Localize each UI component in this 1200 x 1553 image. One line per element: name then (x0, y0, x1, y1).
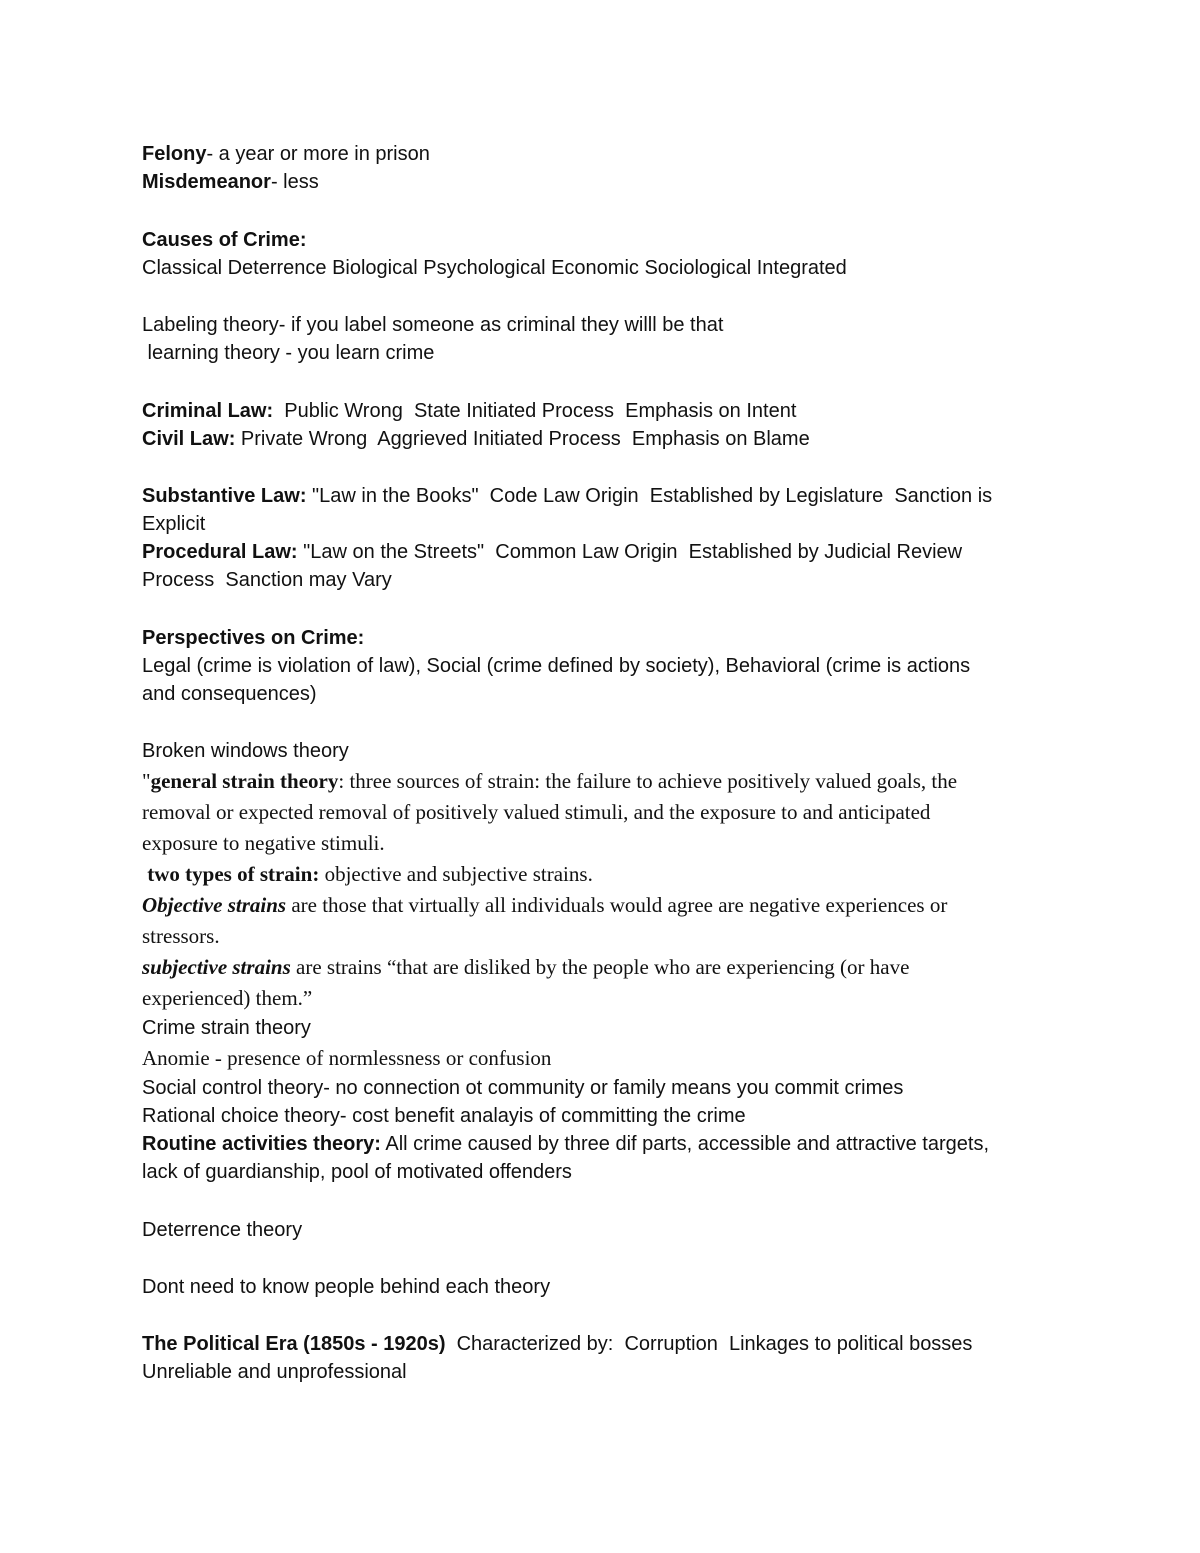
felony-def: - a year or more in prison (206, 143, 430, 165)
crime-strain: Crime strain theory (142, 1017, 311, 1039)
substantive-law-cont: Explicit (142, 513, 206, 535)
social-control: Social control theory- no connection ot community or family means you commit crimes (142, 1077, 904, 1099)
two-types-line (142, 859, 1072, 890)
felony-term: Felony (142, 143, 207, 165)
misdemeanor-term: Misdemeanor (142, 171, 271, 193)
substantive-law-line (142, 482, 1072, 510)
subjective-cont: experienced) them.” (142, 986, 313, 1010)
perspectives-line-2: and consequences) (142, 683, 317, 705)
dont-need-note: Dont need to know people behind each theory (142, 1276, 551, 1298)
objective-def: are those that virtually all individuals would agree are negative experiences or (286, 893, 948, 917)
routine-term: Routine activities theory: (142, 1133, 381, 1155)
civil-law-def: Private Wrong Aggrieved Initiated Process Emphasis on Blame (235, 428, 810, 450)
misdemeanor-def: - less (270, 171, 319, 193)
political-era-cont: Unreliable and unprofessional (142, 1361, 407, 1383)
procedural-law-cont: Process Sanction may Vary (142, 569, 392, 591)
civil-law-line (142, 425, 1072, 453)
causes-heading-text: Causes of Crime: (142, 229, 307, 251)
gst-def: : three sources of strain: the failure to achieve positively valued goals, the (338, 769, 958, 793)
routine-cont: lack of guardianship, pool of motivated offenders (142, 1161, 572, 1183)
political-era-term: The Political Era (1850s - 1920s) (142, 1333, 446, 1355)
felony-line (142, 140, 1072, 168)
procedural-law-term: Procedural Law: (142, 541, 298, 563)
causes-list: Classical Deterrence Biological Psychological Economic Sociological Integrated (142, 257, 847, 279)
substantive-law-def: "Law in the Books" Code Law Origin Established by Legislature Sanction is (306, 485, 993, 507)
subjective-term: subjective strains (142, 955, 291, 979)
gst-term: general strain theory (150, 769, 339, 793)
two-types-def: objective and subjective strains. (319, 862, 593, 886)
gst-line-1 (142, 766, 1072, 797)
two-types-term: two types of strain: (142, 862, 320, 886)
rational-choice: Rational choice theory- cost benefit analayis of committing the crime (142, 1105, 746, 1127)
perspectives-heading (142, 624, 1072, 652)
procedural-law-def: "Law on the Streets" Common Law Origin Established by Judicial Review (297, 541, 963, 563)
routine-def: All crime caused by three dif parts, accessible and attractive targets, (380, 1133, 990, 1155)
criminal-law-term: Criminal Law: (142, 400, 274, 422)
perspectives-heading-text: Perspectives on Crime: (142, 627, 365, 649)
broken-windows: Broken windows theory (142, 740, 349, 762)
political-era-line (142, 1330, 1072, 1358)
objective-term: Objective strains (142, 893, 287, 917)
objective-line (142, 890, 1072, 921)
subjective-def: are strains “that are disliked by the people who are experiencing (or have (290, 955, 910, 979)
gst-line-2: removal or expected removal of positively valued stimuli, and the exposure to and anticipated (142, 800, 931, 824)
labeling-theory: Labeling theory- if you label someone as criminal they willl be that (142, 314, 724, 336)
anomie: Anomie - presence of normlessness or confusion (142, 1046, 552, 1070)
subjective-line (142, 952, 1072, 983)
perspectives-line-1: Legal (crime is violation of law), Social (crime defined by society), Behavioral (crime is actions (142, 655, 971, 677)
deterrence-theory: Deterrence theory (142, 1219, 303, 1241)
criminal-law-def: Public Wrong State Initiated Process Emphasis on Intent (273, 400, 797, 422)
learning-theory: learning theory - you learn crime (142, 342, 435, 364)
civil-law-term: Civil Law: (142, 428, 236, 450)
procedural-law-line (142, 538, 1072, 566)
gst-line-3: exposure to negative stimuli. (142, 831, 385, 855)
political-era-def: Characterized by: Corruption Linkages to political bosses (445, 1333, 973, 1355)
substantive-law-term: Substantive Law: (142, 485, 307, 507)
gst-quote: " (142, 769, 151, 793)
criminal-law-line (142, 397, 1072, 425)
causes-heading (142, 226, 1072, 254)
objective-cont: stressors. (142, 924, 220, 948)
misdemeanor-line (142, 168, 1072, 196)
routine-line (142, 1130, 1072, 1158)
